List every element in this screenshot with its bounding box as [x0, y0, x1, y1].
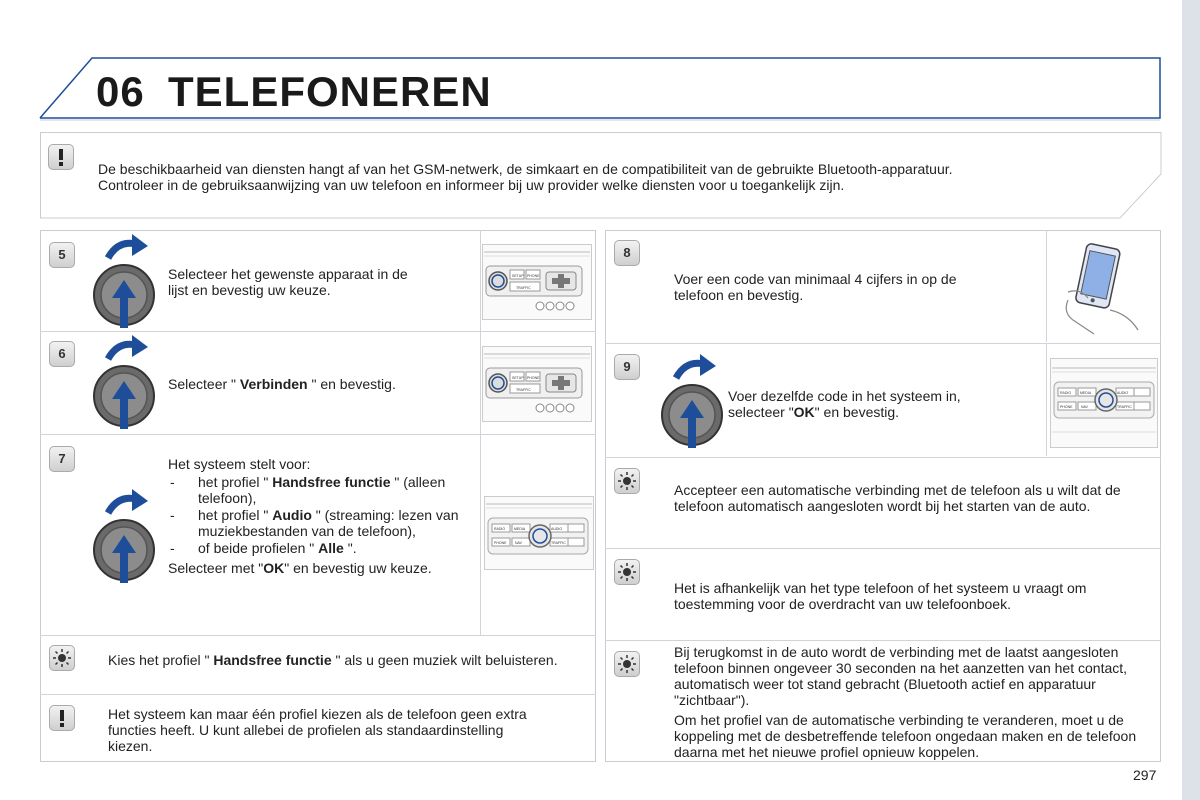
radio-panel-image-6 — [482, 346, 592, 422]
svg-text:PHONE: PHONE — [527, 274, 540, 278]
svg-text:RADIO: RADIO — [494, 527, 506, 531]
svg-text:AUDIO: AUDIO — [1117, 391, 1129, 395]
exclamation-icon — [50, 706, 74, 730]
rotary-knob-press-icon — [658, 352, 728, 450]
intro-text: De beschikbaarheid van diensten hangt af van het GSM-netwerk, de simkaart en de compatibiliteit van de gebruikte Bluetooth-apparatuur. Controleer in de gebruiksaanwijzing van uw telefoon en informeer bij uw provider welke diensten voor u toegankelijk zijn. — [98, 161, 953, 193]
tip-auto-connect-text: Accepteer een automatische verbinding met de telefoon als u wilt dat de telefoon automatisch aangesloten wordt bij het starten van de auto. — [674, 482, 1121, 514]
rotary-knob-press-icon — [90, 232, 160, 330]
warning-profile-text: Het systeem kan maar één profiel kiezen als de telefoon geen extra functies heeft. U kunt allebei de profielen als standaardinstelling kiezen. — [108, 706, 527, 754]
chapter-title: TELEFONEREN — [168, 68, 492, 115]
step-7-text: Het systeem stelt voor: - het profiel " Handsfree functie " (alleen telefoon), - het profiel " Audio " (streaming: lezen van muziekbestanden van de telefoon), - of beide profielen " Alle ". Selecteer met "OK" en bevestig uw keuze. — [168, 456, 468, 576]
lightbulb-icon — [615, 469, 639, 493]
svg-text:SETUP: SETUP — [512, 376, 524, 380]
lightbulb-icon — [50, 646, 74, 670]
svg-text:MEDIA: MEDIA — [514, 527, 526, 531]
rotary-knob-press-icon — [90, 487, 160, 585]
page-number: 297 — [1133, 767, 1157, 783]
lightbulb-icon — [615, 560, 639, 584]
svg-text:TRAFFIC: TRAFFIC — [516, 286, 531, 290]
svg-text:AUDIO: AUDIO — [551, 527, 563, 531]
option-audio: - het profiel " Audio " (streaming: lezen van muziekbestanden van de telefoon), — [168, 507, 468, 539]
tip-badge — [614, 651, 640, 677]
rotary-knob-press-icon — [90, 333, 160, 431]
step-badge-9: 9 — [614, 354, 640, 380]
svg-text:MEDIA: MEDIA — [1080, 391, 1092, 395]
svg-text:PHONE: PHONE — [527, 376, 540, 380]
step-6-text: Selecteer " Verbinden " en bevestig. — [168, 376, 396, 392]
svg-text:PHONE: PHONE — [1060, 405, 1073, 409]
radio-panel-image-9 — [1050, 358, 1158, 448]
warning-badge — [49, 705, 75, 731]
radio-panel-image-7 — [484, 496, 594, 570]
step-badge-5: 5 — [49, 242, 75, 268]
svg-text:TRAFFIC: TRAFFIC — [1117, 405, 1132, 409]
step-8-text: Voer een code van minimaal 4 cijfers in op de telefoon en bevestig. — [674, 271, 957, 303]
svg-text:NAV: NAV — [515, 541, 522, 545]
step-badge-6: 6 — [49, 341, 75, 367]
tip-phonebook-text: Het is afhankelijk van het type telefoon of het systeem u vraagt om toestemming voor de overdracht van uw telefoonboek. — [674, 580, 1087, 612]
phone-in-hand-image — [1058, 240, 1148, 336]
svg-text:RADIO: RADIO — [1060, 391, 1072, 395]
step-badge-8: 8 — [614, 240, 640, 266]
radio-panel-image-5 — [482, 244, 592, 320]
option-all: - of beide profielen " Alle ". — [168, 540, 468, 556]
svg-text:SETUP: SETUP — [512, 274, 524, 278]
step-9-text: Voer dezelfde code in het systeem in, selecteer "OK" en bevestig. — [728, 388, 961, 420]
tip-handsfree-text: Kies het profiel " Handsfree functie " als u geen muziek wilt beluisteren. — [108, 652, 558, 668]
step-5-text: Selecteer het gewenste apparaat in de lijst en bevestig uw keuze. — [168, 266, 408, 298]
exclamation-icon — [49, 145, 73, 169]
svg-text:NAV: NAV — [1081, 405, 1088, 409]
tip-badge — [614, 468, 640, 494]
tip-return-text: Bij terugkomst in de auto wordt de verbinding met de laatst aangesloten telefoon binnen ongeveer 30 seconden na het aanzetten van het contact, automatisch weer tot stand gebracht (Bluetooth actief en apparatuur "zichtbaar"). Om het profiel van de automatische verbinding te veranderen, moet u de koppeling met de desbetreffende telefoon ongedaan maken en de telefoon daarna met het nieuwe profiel opnieuw koppelen. — [674, 644, 1137, 760]
step-badge-7: 7 — [49, 446, 75, 472]
lightbulb-icon — [615, 652, 639, 676]
tip-badge — [49, 645, 75, 671]
svg-text:TRAFFIC: TRAFFIC — [551, 541, 566, 545]
chapter-number: 06 — [96, 68, 145, 115]
tip-badge — [614, 559, 640, 585]
warning-badge — [48, 144, 74, 170]
option-handsfree: - het profiel " Handsfree functie " (alleen telefoon), — [168, 474, 468, 506]
svg-text:PHONE: PHONE — [494, 541, 507, 545]
svg-text:TRAFFIC: TRAFFIC — [516, 388, 531, 392]
